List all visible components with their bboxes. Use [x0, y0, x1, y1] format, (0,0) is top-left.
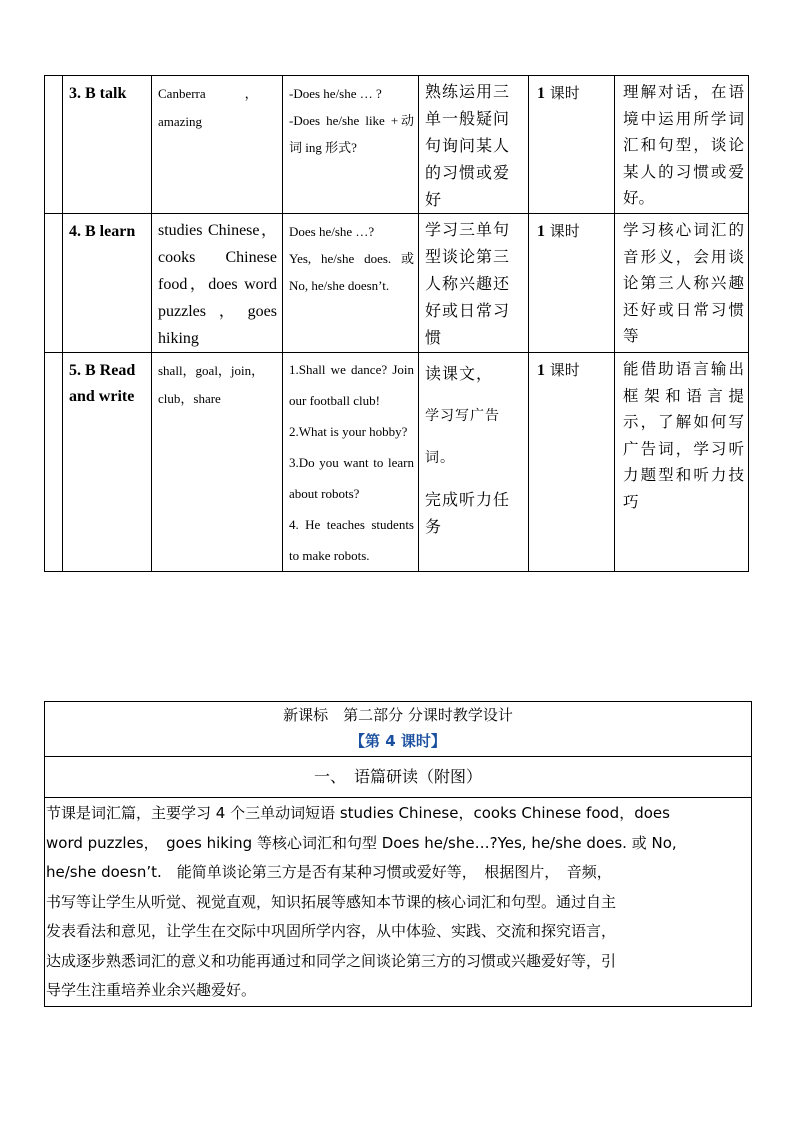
sentence-line: 3.Do you want to learn about robots? [289, 455, 414, 501]
body-line: 书写等让学生从听觉、视觉直观，知识拓展等感知本节课的核心词汇和句型。通过自主 [46, 892, 617, 911]
unit-label: 5. B Read and write [69, 362, 136, 405]
hours-number: 1 [537, 85, 545, 102]
objective-cell [615, 76, 749, 214]
sentence-line: -Does he/she like +动词 ing 形式? [289, 113, 414, 155]
sentence-line: Does he/she …? [289, 224, 375, 239]
hours-number: 1 [537, 362, 545, 379]
hours-unit: 课时 [549, 361, 580, 379]
blank-cell [45, 214, 63, 353]
goal-line: 读课文， [425, 364, 494, 383]
objective-cell [615, 214, 749, 353]
vocab-text: shall，goal，join，club，share [158, 363, 265, 406]
unit-label: 4. B learn [69, 223, 136, 240]
table-row [45, 76, 749, 214]
body-line: 节课是词汇篇，主要学习 4 个三单动词短语 studies Chinese，cooks Chinese food，does [46, 804, 670, 822]
goal-cell [419, 353, 529, 572]
hours-cell [529, 353, 615, 572]
goal-cell [419, 76, 529, 214]
section-title-row [45, 757, 752, 798]
table-row [45, 353, 749, 572]
vocab-cell [152, 214, 283, 353]
hours-cell [529, 214, 615, 353]
unit-label: 3. B talk [69, 85, 127, 102]
vocab-text: studies Chinese，cooks Chinese food，does word puzzles，goes hiking [158, 222, 277, 347]
sentence-line: 2.What is your hobby? [289, 424, 408, 439]
lesson-design-section [44, 701, 752, 1007]
sentence-cell [283, 353, 419, 572]
vocab-cell [152, 76, 283, 214]
lesson-number: 【第 4 课时】 [350, 732, 446, 750]
goal-line: 学习写广告词。 [425, 408, 500, 466]
blank-cell [45, 353, 63, 572]
hours-cell [529, 76, 615, 214]
hours-unit: 课时 [549, 84, 580, 102]
objective-text: 理解对话，在语境中运用所学词汇和句型，谈论某人的习惯或爱好。 [623, 83, 744, 207]
goal-line: 完成听力任务 [425, 490, 511, 536]
sentence-line: 1.Shall we dance? Join our football club! [289, 362, 414, 408]
section-title: 一、 语篇研读（附图） [45, 757, 752, 798]
sentence-line: 4. He teaches students to make robots. [289, 517, 414, 563]
lesson-plan-table [44, 75, 749, 572]
sentence-line: Yes, he/she does. 或 No, he/she doesn’t. [289, 251, 414, 293]
goal-text: 学习三单句型谈论第三人称兴趣还好或日常习惯 [425, 220, 511, 347]
vocab-cell [152, 353, 283, 572]
goal-text: 熟练运用三单一般疑问句询问某人的习惯或爱好 [425, 82, 511, 209]
body-line: 导学生注重培养业余兴趣爱好。 [46, 981, 257, 999]
body-line: word puzzles， goes hiking 等核心词汇和句型 Does he/she…?Yes, he/she does. 或 No, [46, 833, 677, 852]
vocab-text: Canberra ，amazing [158, 86, 258, 129]
hours-number: 1 [537, 223, 545, 240]
section-header [45, 702, 752, 757]
table-row [45, 214, 749, 353]
body-line: 发表看法和意见，让学生在交际中巩固所学内容，从中体验、实践、交流和探究语言， [46, 922, 617, 940]
section-header-row [45, 702, 752, 757]
objective-text: 能借助语言输出框架和语言提示，了解如何写广告词，学习听力题型和听力技巧 [623, 360, 744, 511]
body-line: 达成逐步熟悉词汇的意义和功能再通过和同学之间谈论第三方的习惯或兴趣爱好等，引 [46, 951, 617, 970]
unit-cell [63, 353, 152, 572]
sentence-cell [283, 214, 419, 353]
objective-cell [615, 353, 749, 572]
blank-cell [45, 76, 63, 214]
unit-cell [63, 76, 152, 214]
body-line: he/she doesn’t. 能简单谈论第三方是否有某种习惯或爱好等， 根据图片， 音频， [46, 863, 612, 881]
sentence-line: -Does he/she … ? [289, 86, 382, 101]
sentence-cell [283, 76, 419, 214]
section-body [45, 798, 752, 1007]
section-heading: 新课标 第二部分 分课时教学设计 [283, 706, 513, 724]
objective-text: 学习核心词汇的音形义，会用谈论第三人称兴趣还好或日常习惯等 [623, 221, 744, 345]
unit-cell [63, 214, 152, 353]
goal-cell [419, 214, 529, 353]
section-body-row [45, 798, 752, 1007]
hours-unit: 课时 [549, 222, 580, 240]
